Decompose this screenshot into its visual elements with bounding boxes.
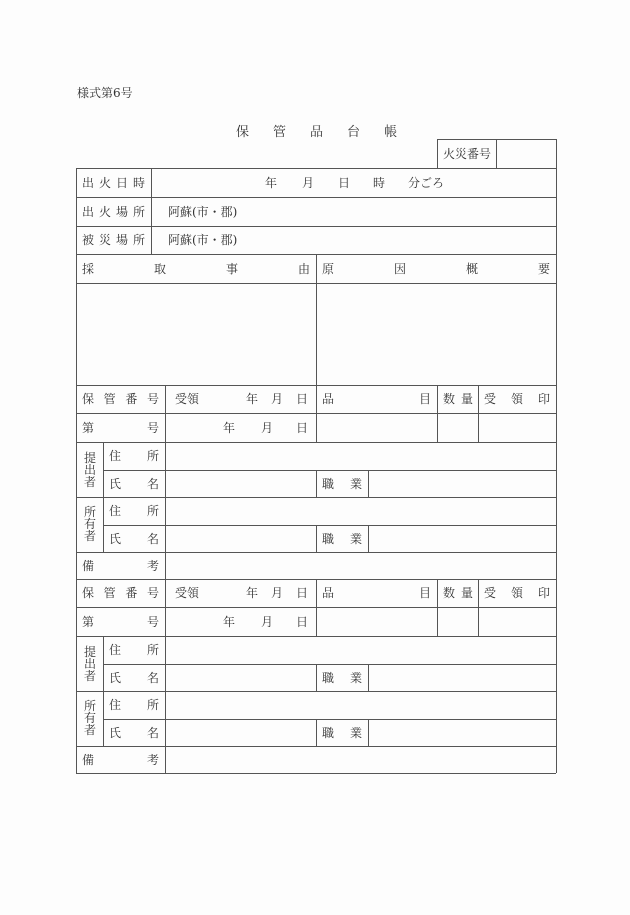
collection-reason-header: 採 取 事 由: [82, 262, 310, 276]
submitter-occupation-label: 職 業: [322, 477, 362, 491]
title-char: 帳: [384, 125, 398, 140]
receipt-seal-field[interactable]: [479, 608, 555, 635]
owner-occupation-label: 職 業: [322, 726, 362, 740]
submitter-address-field[interactable]: [166, 443, 555, 469]
quantity-field[interactable]: [438, 414, 477, 441]
submitter-address-label: 住 所: [109, 643, 159, 657]
month-unit: 月: [271, 392, 284, 406]
item-name-field[interactable]: [317, 608, 436, 635]
submitter-occupation-label: 職 業: [322, 671, 362, 685]
quantity-field[interactable]: [438, 608, 477, 635]
year-unit: 年: [246, 586, 259, 600]
storage-number-field[interactable]: 第 号: [82, 615, 159, 629]
owner-group-label: 所 有 者: [83, 505, 96, 543]
fire-datetime-field[interactable]: [152, 169, 555, 196]
damage-place-label: 被 災 場 所: [82, 233, 145, 247]
title-char: 品: [310, 125, 324, 140]
submitter-address-field[interactable]: [166, 637, 555, 663]
receipt-seal-header: 受 領 印: [484, 392, 550, 406]
fire-datetime-label: 出 火 日 時: [82, 176, 145, 190]
received-date-field[interactable]: [166, 414, 315, 441]
item-name-header: 品 目: [322, 392, 431, 406]
owner-address-field[interactable]: [166, 498, 555, 524]
received-label: 受領: [175, 586, 200, 600]
received-label: 受領: [175, 392, 200, 406]
year-unit: 年: [265, 176, 278, 190]
month-unit: 月: [261, 615, 274, 629]
remarks-label: 備 考: [82, 753, 159, 767]
form-number: 様式第6号: [77, 86, 133, 100]
day-unit: 日: [338, 176, 351, 190]
fire-number-field[interactable]: [497, 140, 555, 167]
submitter-occupation-field[interactable]: [369, 665, 555, 690]
owner-name-field[interactable]: [166, 720, 315, 745]
submitter-group-label: 提 出 者: [83, 645, 96, 683]
storage-number-field[interactable]: 第 号: [82, 421, 159, 435]
owner-occupation-label: 職 業: [322, 532, 362, 546]
owner-name-field[interactable]: [166, 526, 315, 551]
submitter-group-label: 提 出 者: [83, 451, 96, 489]
owner-occupation-field[interactable]: [369, 720, 555, 745]
remarks-label: 備 考: [82, 559, 159, 573]
submitter-address-label: 住 所: [109, 449, 159, 463]
damage-place-value: 阿蘇(市・郡): [168, 233, 238, 247]
day-unit: 日: [296, 615, 309, 629]
title-char: 保: [236, 125, 250, 140]
fire-place-field[interactable]: [152, 198, 555, 225]
owner-address-field[interactable]: [166, 692, 555, 718]
submitter-name-field[interactable]: [166, 471, 315, 496]
owner-address-label: 住 所: [109, 504, 159, 518]
storage-number-label: 保 管 番 号: [82, 392, 159, 406]
quantity-header: 数 量: [443, 392, 473, 406]
year-unit: 年: [246, 392, 259, 406]
received-date-field[interactable]: [166, 608, 315, 635]
title-char: 管: [273, 125, 287, 140]
collection-reason-field[interactable]: [77, 284, 315, 384]
month-unit: 月: [271, 586, 284, 600]
day-unit: 日: [296, 421, 309, 435]
day-unit: 日: [296, 586, 309, 600]
remarks-field[interactable]: [166, 553, 555, 578]
month-unit: 月: [261, 421, 274, 435]
owner-name-label: 氏 名: [109, 726, 159, 740]
cause-summary-header: 原 因 概 要: [322, 262, 550, 276]
damage-place-field[interactable]: [152, 227, 555, 253]
item-name-field[interactable]: [317, 414, 436, 441]
owner-name-label: 氏 名: [109, 532, 159, 546]
storage-number-label: 保 管 番 号: [82, 586, 159, 600]
fire-place-value: 阿蘇(市・郡): [168, 205, 238, 219]
owner-address-label: 住 所: [109, 698, 159, 712]
submitter-name-field[interactable]: [166, 665, 315, 690]
minute-unit: 分ごろ: [408, 176, 445, 190]
remarks-field[interactable]: [166, 747, 555, 772]
page-title: [236, 121, 397, 140]
owner-group-label: 所 有 者: [83, 699, 96, 737]
submitter-name-label: 氏 名: [109, 477, 159, 491]
receipt-seal-header: 受 領 印: [484, 586, 550, 600]
submitter-occupation-field[interactable]: [369, 471, 555, 496]
quantity-header: 数 量: [443, 586, 473, 600]
day-unit: 日: [296, 392, 309, 406]
fire-place-label: 出 火 場 所: [82, 205, 145, 219]
hour-unit: 時: [373, 176, 386, 190]
item-name-header: 品 目: [322, 586, 431, 600]
title-char: 台: [347, 125, 361, 140]
fire-number-label: 火災番号: [443, 147, 492, 161]
submitter-name-label: 氏 名: [109, 671, 159, 685]
receipt-seal-field[interactable]: [479, 414, 555, 441]
cause-summary-field[interactable]: [317, 284, 555, 384]
year-unit: 年: [223, 615, 236, 629]
month-unit: 月: [302, 176, 315, 190]
owner-occupation-field[interactable]: [369, 526, 555, 551]
year-unit: 年: [223, 421, 236, 435]
